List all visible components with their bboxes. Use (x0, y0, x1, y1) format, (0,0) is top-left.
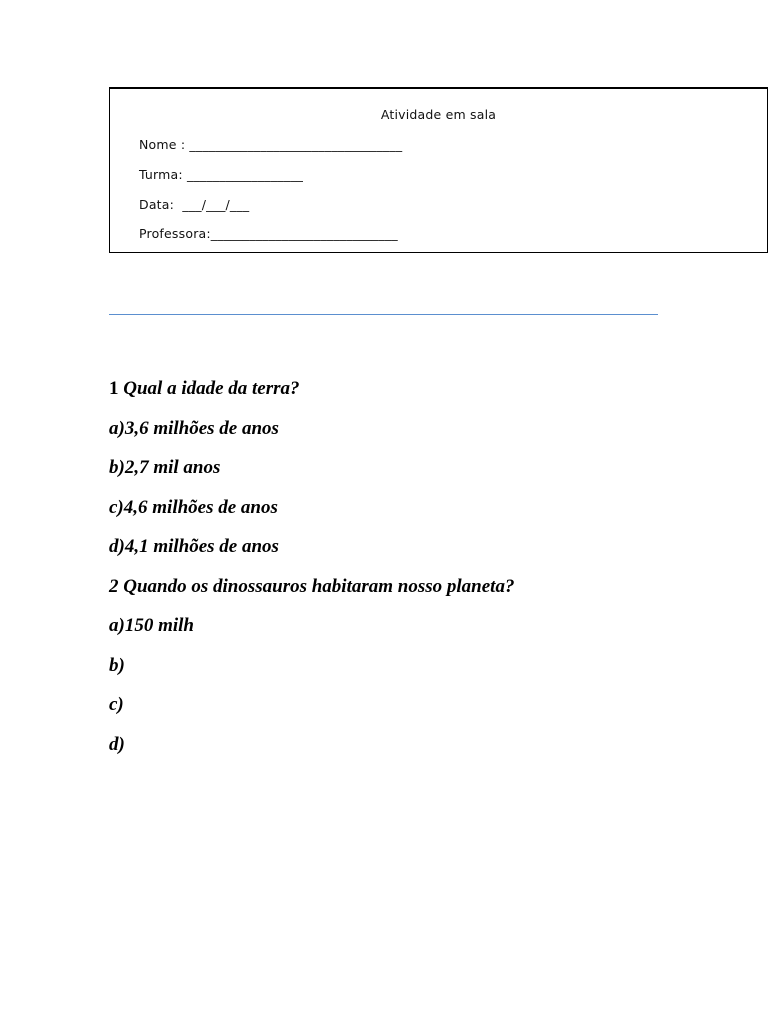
question-2-option-b: b) (109, 654, 125, 676)
question-1-text: Qual a idade da terra? (123, 378, 300, 399)
question-2-option-d: d) (109, 733, 125, 755)
question-1-option-d: d)4,1 milhões de anos (109, 536, 279, 557)
activity-title: Atividade em sala (380, 107, 497, 122)
question-1-option-b: b)2,7 mil anos (109, 457, 221, 478)
activity-header-box (109, 87, 768, 253)
question-2-number: 2 (109, 575, 119, 597)
question-2 (109, 574, 514, 614)
teacher-field: Professora:_____________________________ (139, 226, 398, 241)
question-1-option-c: c)4,6 milhões de anos (109, 496, 278, 518)
question-2-option-c: c) (109, 694, 124, 715)
date-field: Data: ___/___/___ (139, 197, 250, 212)
question-list (109, 376, 514, 771)
divider-line (109, 314, 658, 315)
question-2-text: Quando os dinossauros habitaram nosso planeta? (123, 575, 515, 597)
class-field: Turma: __________________ (139, 167, 304, 182)
question-1 (109, 376, 514, 416)
question-1-option-a: a)3,6 milhões de anos (109, 417, 279, 439)
question-2-option-a: a)150 milh (109, 615, 194, 636)
question-1-number: 1 (109, 378, 119, 399)
name-field: Nome : _________________________________ (139, 137, 403, 152)
